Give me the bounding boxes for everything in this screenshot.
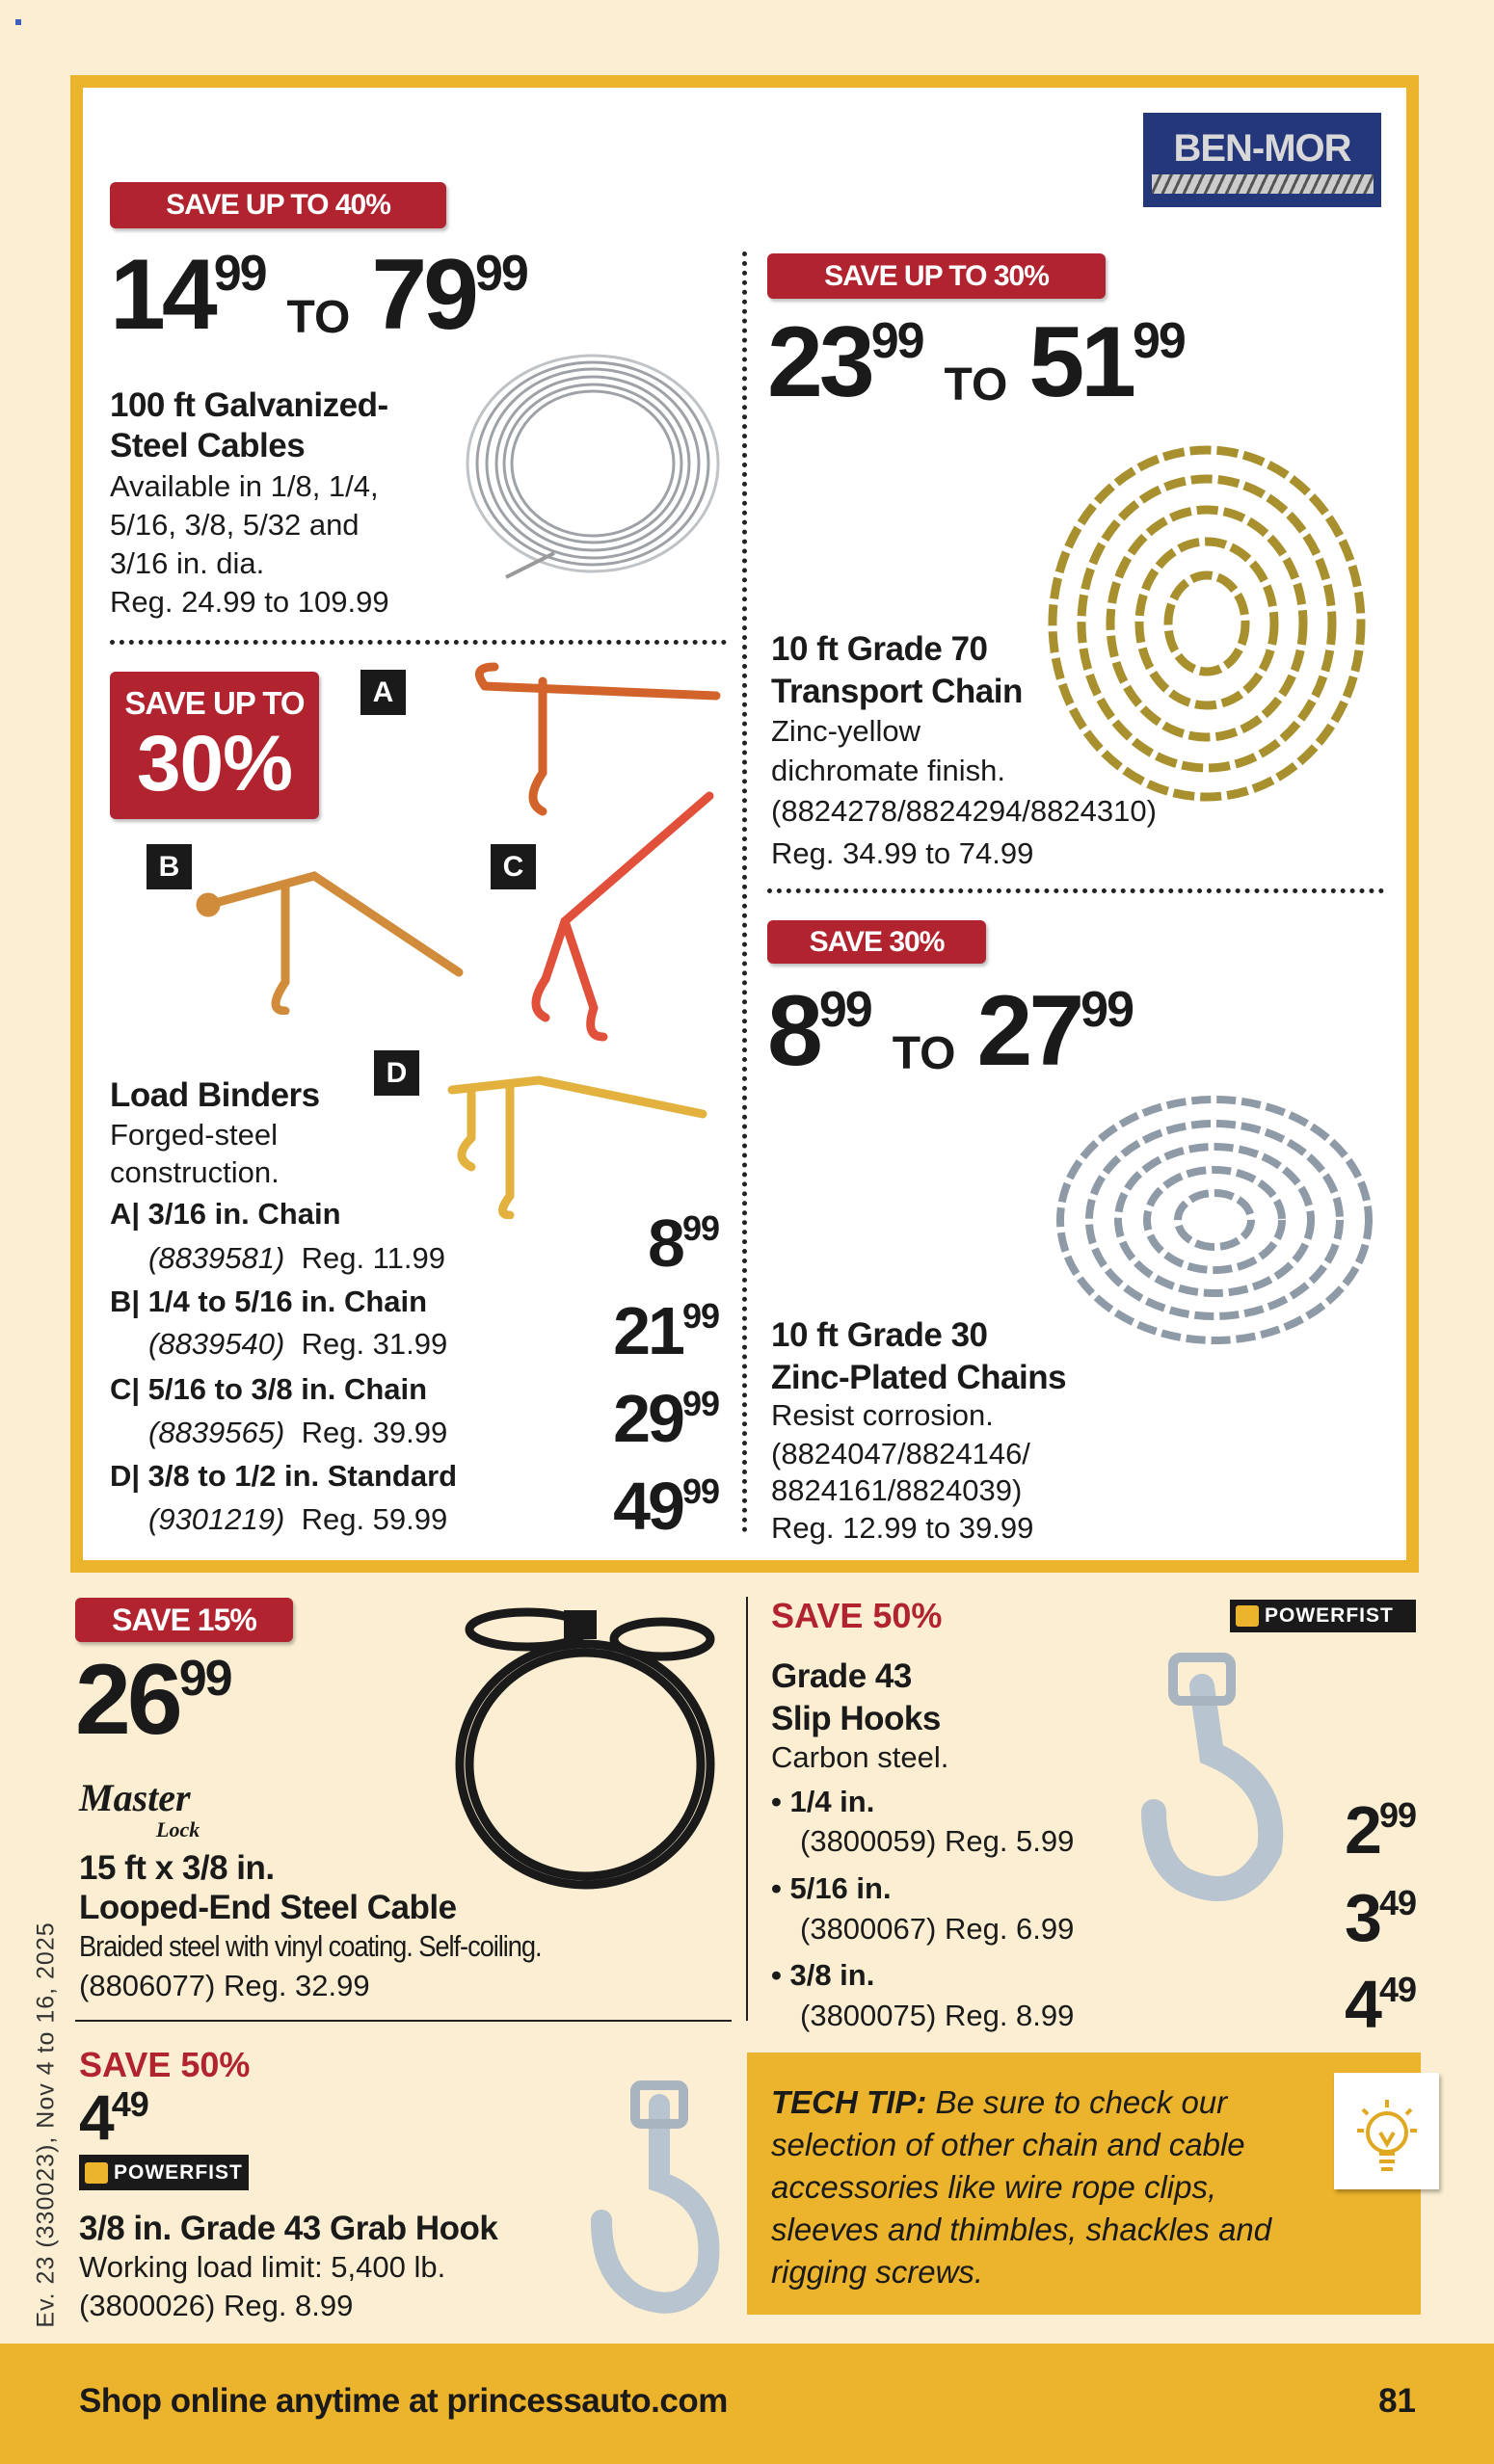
item-size: • 5/16 in.: [771, 1871, 892, 1905]
regular-price: Reg. 59.99: [301, 1502, 448, 1536]
price-range: $23^{99}TO$ $51^{99}$: [767, 306, 1185, 418]
product-title: 15 ft x 3/8 in.: [79, 1849, 275, 1887]
product-desc: 5/16, 3/8, 5/32 and: [110, 508, 360, 542]
lightbulb-icon: [1334, 2073, 1439, 2189]
edition-text: Ev. 23 (330023), Nov 4 to 16, 2025: [32, 1921, 60, 2328]
save-badge: SAVE 30%: [767, 920, 986, 964]
powerfist-logo: POWERFIST: [1230, 1600, 1416, 1632]
price: $26^{99}$: [75, 1644, 231, 1756]
slip-hook-image: [1125, 1648, 1306, 1911]
product-title: 3/8 in. Grade 43 Grab Hook: [79, 2210, 498, 2247]
regular-price: Reg. 12.99 to 39.99: [771, 1511, 1034, 1545]
product-desc: Resist corrosion.: [771, 1398, 994, 1432]
tech-tip-text: accessories like wire rope clips,: [771, 2169, 1217, 2205]
footer-bar: [0, 2344, 1494, 2464]
corner-marks: [15, 19, 21, 25]
sku-and-reg: (3800059) Reg. 5.99: [800, 1824, 1075, 1858]
grab-hook-image: [582, 2076, 732, 2319]
steel-cable-coil-image: [448, 346, 724, 590]
divider: [742, 252, 747, 1533]
regular-price: Reg. 34.99 to 74.99: [771, 836, 1034, 870]
product-desc: Carbon steel.: [771, 1740, 949, 1774]
sku: (8824047/8824146/: [771, 1437, 1030, 1470]
sku-and-reg: (3800067) Reg. 6.99: [800, 1912, 1075, 1946]
price: $21^{99}$: [613, 1293, 719, 1368]
product-desc: 3/16 in. dia.: [110, 546, 265, 580]
product-title: Grade 43: [771, 1657, 912, 1695]
price: $49^{99}$: [613, 1469, 719, 1544]
product-title: 10 ft Grade 70: [771, 630, 988, 668]
product-title: 10 ft Grade 30: [771, 1316, 988, 1354]
product-title: Transport Chain: [771, 673, 1023, 710]
save-badge: SAVE UP TO 30%: [110, 672, 319, 819]
sku: (8839540): [148, 1327, 285, 1361]
price: $2^{99}$: [1345, 1792, 1416, 1868]
sku: (8839581): [148, 1241, 285, 1275]
sku: (8824278/8824294/8824310): [771, 794, 1157, 828]
divider: [746, 1597, 748, 2021]
label-b: B: [147, 844, 192, 889]
item-label: C| 5/16 to 3/8 in. Chain: [110, 1372, 428, 1406]
product-title: Steel Cables: [110, 427, 306, 464]
save-label: SAVE 50%: [79, 2045, 251, 2084]
tech-tip-text: TECH TIP: Be sure to check our: [771, 2084, 1228, 2120]
product-desc: construction.: [110, 1155, 280, 1189]
price: $4^{49}$: [1345, 1967, 1416, 2042]
sku-and-reg: (3800026) Reg. 8.99: [79, 2289, 354, 2322]
divider: [110, 640, 727, 645]
sku: (9301219): [148, 1502, 285, 1536]
master-lock-logo: Master Lock: [79, 1776, 200, 1841]
price: $4^{49}$: [79, 2081, 148, 2153]
product-desc: dichromate finish.: [771, 754, 1005, 787]
price: $29^{99}$: [613, 1381, 719, 1456]
product-title: Slip Hooks: [771, 1700, 941, 1737]
powerfist-logo: POWERFIST: [79, 2155, 249, 2190]
load-binder-d-image: [433, 1061, 707, 1219]
tech-tip-text: sleeves and thimbles, shackles and: [771, 2212, 1272, 2247]
product-desc: Available in 1/8, 1/4,: [110, 469, 379, 503]
regular-price: Reg. 31.99: [301, 1327, 448, 1361]
tech-tip-text: rigging screws.: [771, 2254, 984, 2290]
sku-and-reg: (3800075) Reg. 8.99: [800, 1999, 1075, 2032]
price-range: $14^{99}TO$ $79^{99}$: [110, 239, 527, 351]
label-c: C: [491, 844, 536, 889]
tech-tip-text: selection of other chain and cable: [771, 2127, 1245, 2162]
save-badge: SAVE 15%: [75, 1598, 293, 1642]
product-title: 100 ft Galvanized-: [110, 386, 388, 424]
label-a: A: [360, 670, 406, 715]
product-desc: Working load limit: 5,400 lb.: [79, 2250, 446, 2284]
label-d: D: [374, 1050, 419, 1096]
sku: (8839565): [148, 1416, 285, 1449]
product-title: Zinc-Plated Chains: [771, 1359, 1067, 1396]
save-badge: SAVE UP TO 40%: [110, 182, 446, 228]
product-title: Load Binders: [110, 1076, 320, 1114]
price: $8^{99}$: [648, 1206, 719, 1281]
price-range: $8^{99}TO$ $27^{99}$: [767, 975, 1134, 1087]
product-title: Looped-End Steel Cable: [79, 1889, 457, 1926]
load-binder-b-image: [189, 857, 472, 1015]
item-label: B| 1/4 to 5/16 in. Chain: [110, 1285, 428, 1318]
footer-website-text: Shop online anytime at princessauto.com: [79, 2382, 728, 2420]
ben-mor-logo: BEN-MOR: [1143, 113, 1381, 207]
price: $3^{49}$: [1345, 1880, 1416, 1955]
regular-price: Reg. 39.99: [301, 1416, 448, 1449]
page-number: 81: [1378, 2382, 1416, 2420]
save-badge: SAVE UP TO 30%: [767, 253, 1106, 299]
sku-and-reg: (8806077) Reg. 32.99: [79, 1969, 370, 2002]
regular-price: Reg. 11.99: [301, 1241, 445, 1275]
product-desc: Forged-steel: [110, 1118, 279, 1152]
regular-price: Reg. 24.99 to 109.99: [110, 585, 389, 619]
product-desc: Braided steel with vinyl coating. Self-coiling.: [79, 1929, 542, 1963]
load-binder-c-image: [488, 786, 724, 1046]
rope-graphic: [1152, 174, 1374, 194]
save-label: SAVE 50%: [771, 1596, 943, 1635]
sku: 8824161/8824039): [771, 1473, 1023, 1507]
divider: [767, 888, 1384, 893]
item-label: D| 3/8 to 1/2 in. Standard: [110, 1459, 458, 1493]
gold-chain-image: [1038, 440, 1384, 818]
divider: [75, 2020, 732, 2022]
item-label: A| 3/16 in. Chain: [110, 1197, 341, 1231]
item-size: • 3/8 in.: [771, 1958, 875, 1992]
silver-chain-image: [1051, 1085, 1384, 1368]
product-desc: Zinc-yellow: [771, 714, 921, 748]
tech-tip-box: [747, 2053, 1421, 2315]
item-size: • 1/4 in.: [771, 1785, 875, 1818]
looped-cable-image: [440, 1601, 732, 1895]
